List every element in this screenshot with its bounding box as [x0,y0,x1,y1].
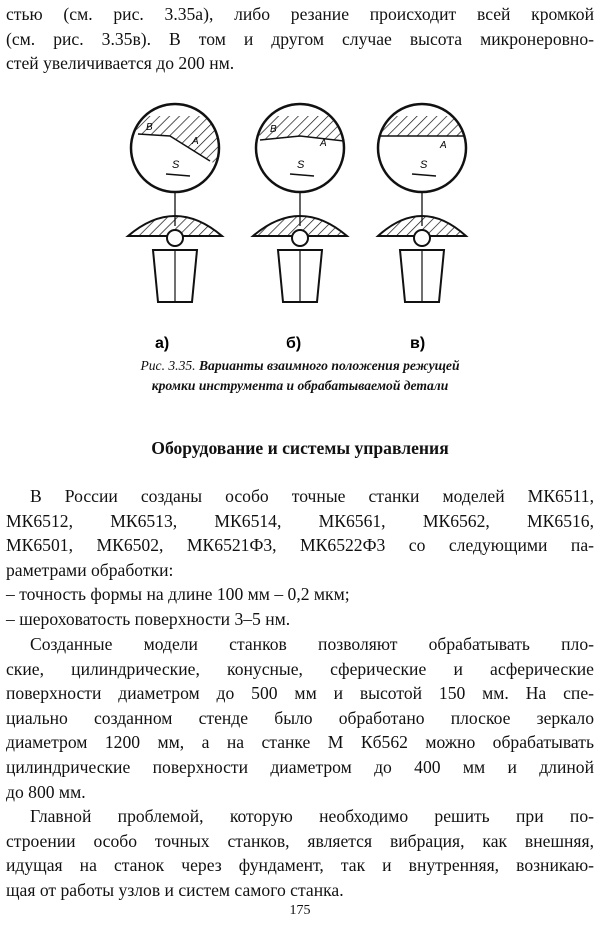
text-line: МК6501, МК6502, МК6521Ф3, МК6522Ф3 со следующими па- [6,535,594,556]
sublabel-a: а) [155,335,170,352]
list-item: – точность формы на длине 100 мм – 0,2 мкм; [6,584,350,605]
sublabel-c: в) [410,335,426,352]
text-line: (см. рис. 3.35в). В том и другом случае высота микронеровно- [6,28,594,49]
caption-title-continued: кромки инструмента и обрабатываемой детали [151,378,449,393]
caption-line-1 [40,356,560,376]
letter-b: В [270,124,277,135]
text-line: стей увеличивается до 200 нм. [6,53,235,74]
sublabel-b: б) [286,335,302,352]
figure-caption [40,356,560,396]
text-line: до 800 мм. [6,781,86,802]
letter-s: S [420,159,428,171]
caption-title: Варианты взаимного положения режущей [198,358,460,373]
paragraph-2 [6,632,594,804]
page-number: 175 [289,903,311,918]
text-line: ские, цилиндрические, конусные, сферические и асферические [6,658,594,679]
letter-a: А [440,140,447,151]
text-line: строении особо точных станков, является вибрация, как внешняя, [6,830,594,851]
letter-s: S [297,159,305,171]
text-line: цилиндрические поверхности диаметром до 400 мм и длиной [6,756,594,777]
paragraph-1 [6,484,594,632]
caption-prefix: Рис. 3.35. [140,358,196,373]
top-paragraph [6,2,594,76]
paragraph-3 [6,804,594,902]
text-line: Главной проблемой, которую необходимо решить при по- [30,806,594,826]
figure-3-35 [110,96,490,358]
section-heading: Оборудование и системы управления [151,438,449,458]
text-line: раметрами обработки: [6,559,174,580]
text-line: щая от работы узлов и систем самого станка. [6,879,344,900]
variant-c-diagram [378,104,466,302]
text-line: циально созданном стенде было обработано плоское зеркало [6,707,594,728]
variant-b-diagram [253,104,347,302]
caption-line-2 [40,376,560,396]
text-line: МК6512, МК6513, МК6514, МК6561, МК6562, МК6516, [6,510,594,531]
text-line: стью (см. рис. 3.35а), либо резание происходит всей кромкой [6,4,594,24]
text-line: диаметром 1200 мм, а на станке М Кб562 можно обрабатывать [6,732,594,753]
letter-a: А [320,138,327,149]
letter-s: S [172,159,180,171]
list-item: – шероховатость поверхности 3–5 нм. [6,608,291,629]
letter-a: А [192,136,199,147]
variant-a-diagram [128,104,222,302]
text-line: поверхности диаметром до 500 мм и высотой 150 мм. На спе- [6,683,594,704]
text-line: Созданные модели станков позволяют обрабатывать пло- [30,634,594,654]
text-line: В России созданы особо точные станки моделей МК6511, [30,486,594,506]
letter-b: В [146,122,153,133]
text-line: идущая на станок через фундамент, так и внутренняя, возникаю- [6,855,594,876]
